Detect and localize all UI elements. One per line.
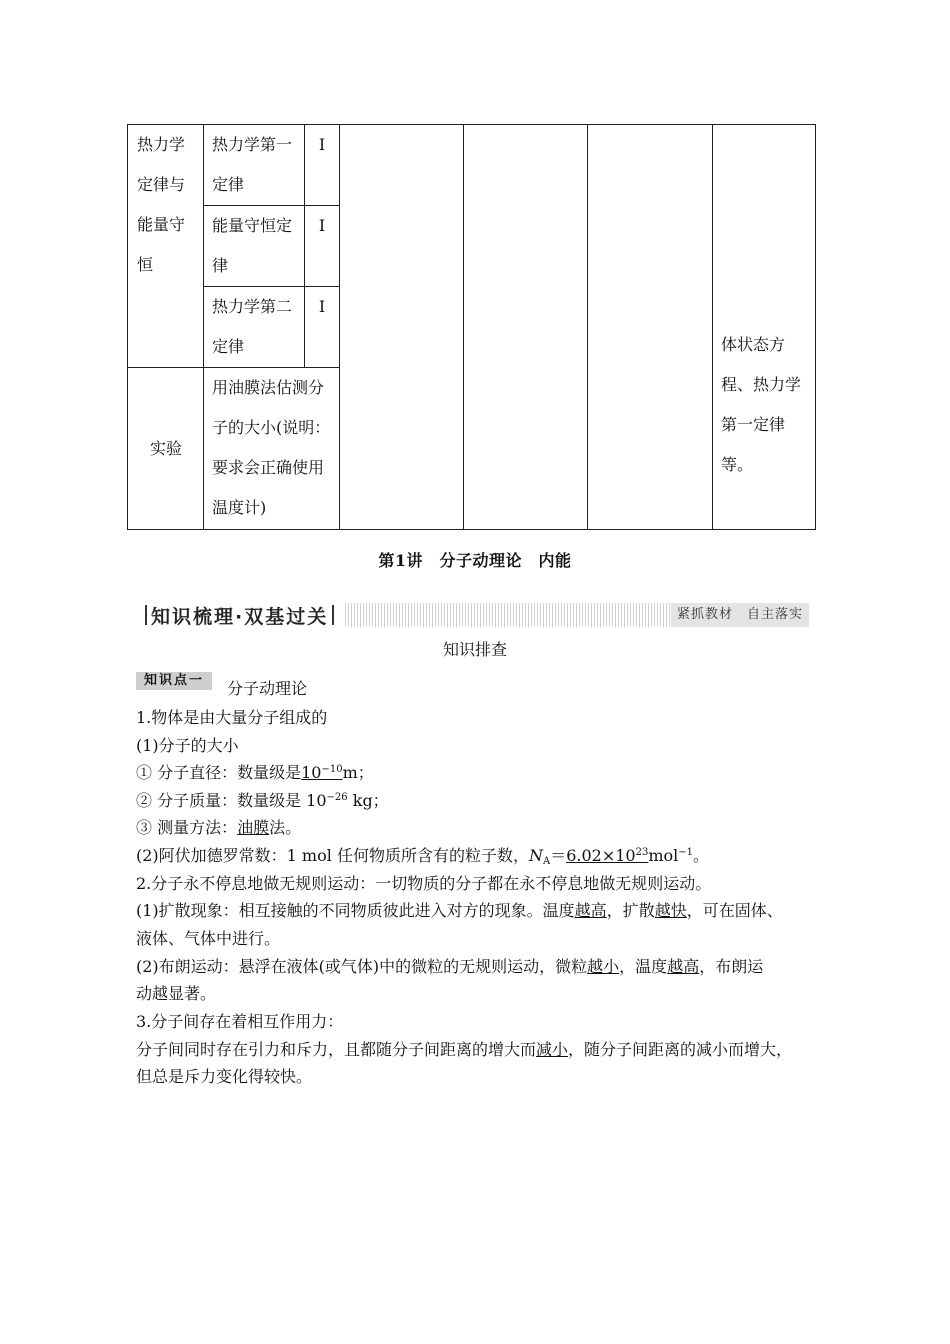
superscript: 23 [635,847,649,858]
blank-answer [566,846,648,865]
blank-answer: 越高 [667,957,700,976]
remark-text: 体状态方程、热力学第一定律等。 [721,335,802,474]
level-label: Ⅰ [318,216,326,235]
item-cell [204,368,340,530]
blank-answer: 油膜 [237,818,270,837]
text-line: 液体、气体中进行。 [136,929,281,948]
category-thermo [128,125,204,368]
text-span: 分子间同时存在引力和斥力，且都随分子间距离的增大而 [136,1040,537,1059]
text-line [136,954,763,977]
subscript: A [542,856,551,867]
item-label: 热力学第一定律 [212,135,293,194]
level-cell [305,206,340,287]
text-span: ，随分子间距离的减小而增大， [568,1040,793,1059]
text-span: ，扩散 [606,901,655,920]
level-cell [305,287,340,368]
text-span: 10 [301,763,322,782]
text-span: ，温度 [619,957,668,976]
lecture-title: 第1讲 分子动理论 内能 [378,551,572,570]
text-line: 1.物体是由大量分子组成的 [136,708,328,727]
knowledge-point-title: 分子动理论 [227,679,308,698]
category-experiment [128,368,204,530]
text-span: mol [648,846,679,865]
level-cell [305,125,340,206]
text-line: 动越显著。 [136,984,217,1003]
superscript: −1 [678,847,693,858]
superscript: −26 [326,792,348,803]
superscript: −10 [321,764,343,775]
item-label: 热力学第二定律 [212,297,293,356]
level-label: Ⅰ [318,297,326,316]
text-line [136,1037,792,1060]
item-label: 能量守恒定律 [212,216,293,275]
section-banner [141,603,809,627]
banner-tick [145,605,147,625]
text-span: ① 分子直径：数量级是 [136,763,302,782]
text-line [136,843,709,866]
category-label: 实验 [149,438,182,458]
blank-answer: 越快 [654,901,687,920]
text-line [136,815,301,838]
text-span: ，可在固体、 [686,901,783,920]
blank-answer [301,763,342,782]
level-label: Ⅰ [318,135,326,154]
text-line [136,788,389,811]
knowledge-point-badge: 知识点一 [136,672,212,690]
item-label: 用油膜法估测分子的大小(说明：要求会正确使用温度计) [212,378,331,517]
empty-cell [588,125,713,530]
symbol: N [528,846,543,865]
text-span: ，布朗运 [699,957,764,976]
blank-answer: 越高 [574,901,607,920]
text-line: (1)分子的大小 [136,736,239,755]
text-line: 3.分子间存在着相互作用力： [136,1012,344,1031]
text-line [136,760,374,783]
empty-cell [340,125,464,530]
text-span: (1)扩散现象：相互接触的不同物质彼此进入对方的现象。温度 [136,901,575,920]
syllabus-table [127,124,816,530]
item-cell [204,206,305,287]
text-line: 但总是斥力变化得较快。 [136,1067,313,1086]
text-span: ③ 测量方法： [136,818,238,837]
text-span: kg； [347,791,389,810]
text-span: 。 [693,846,710,865]
text-span: 法。 [269,818,302,837]
empty-cell [464,125,588,530]
banner-left [141,603,344,627]
item-cell [204,287,305,368]
text-line [136,898,783,921]
text-span: 6.02×10 [566,846,636,865]
text-span: (2)阿伏加德罗常数：1 mol 任何物质所含有的粒子数， [136,846,529,865]
item-cell [204,125,305,206]
blank-answer: 减小 [536,1040,569,1059]
banner-tick [332,605,334,625]
text-span: ＝ [550,846,567,865]
section-subtitle: 知识排查 [442,640,507,659]
blank-answer: 越小 [587,957,620,976]
text-span: m； [342,763,374,782]
category-label: 热力学定律与能量守恒 [137,135,186,274]
text-span: (2)布朗运动：悬浮在液体(或气体)中的微粒的无规则运动，微粒 [136,957,588,976]
banner-right: 紧抓教材 自主落实 [671,603,809,627]
text-span: ② 分子质量：数量级是 10 [136,791,327,810]
text-line: 2.分子永不停息地做无规则运动：一切物质的分子都在永不停息地做无规则运动。 [136,874,712,893]
banner-title: 知识梳理·双基过关 [151,605,329,628]
remark-cell [713,125,816,530]
